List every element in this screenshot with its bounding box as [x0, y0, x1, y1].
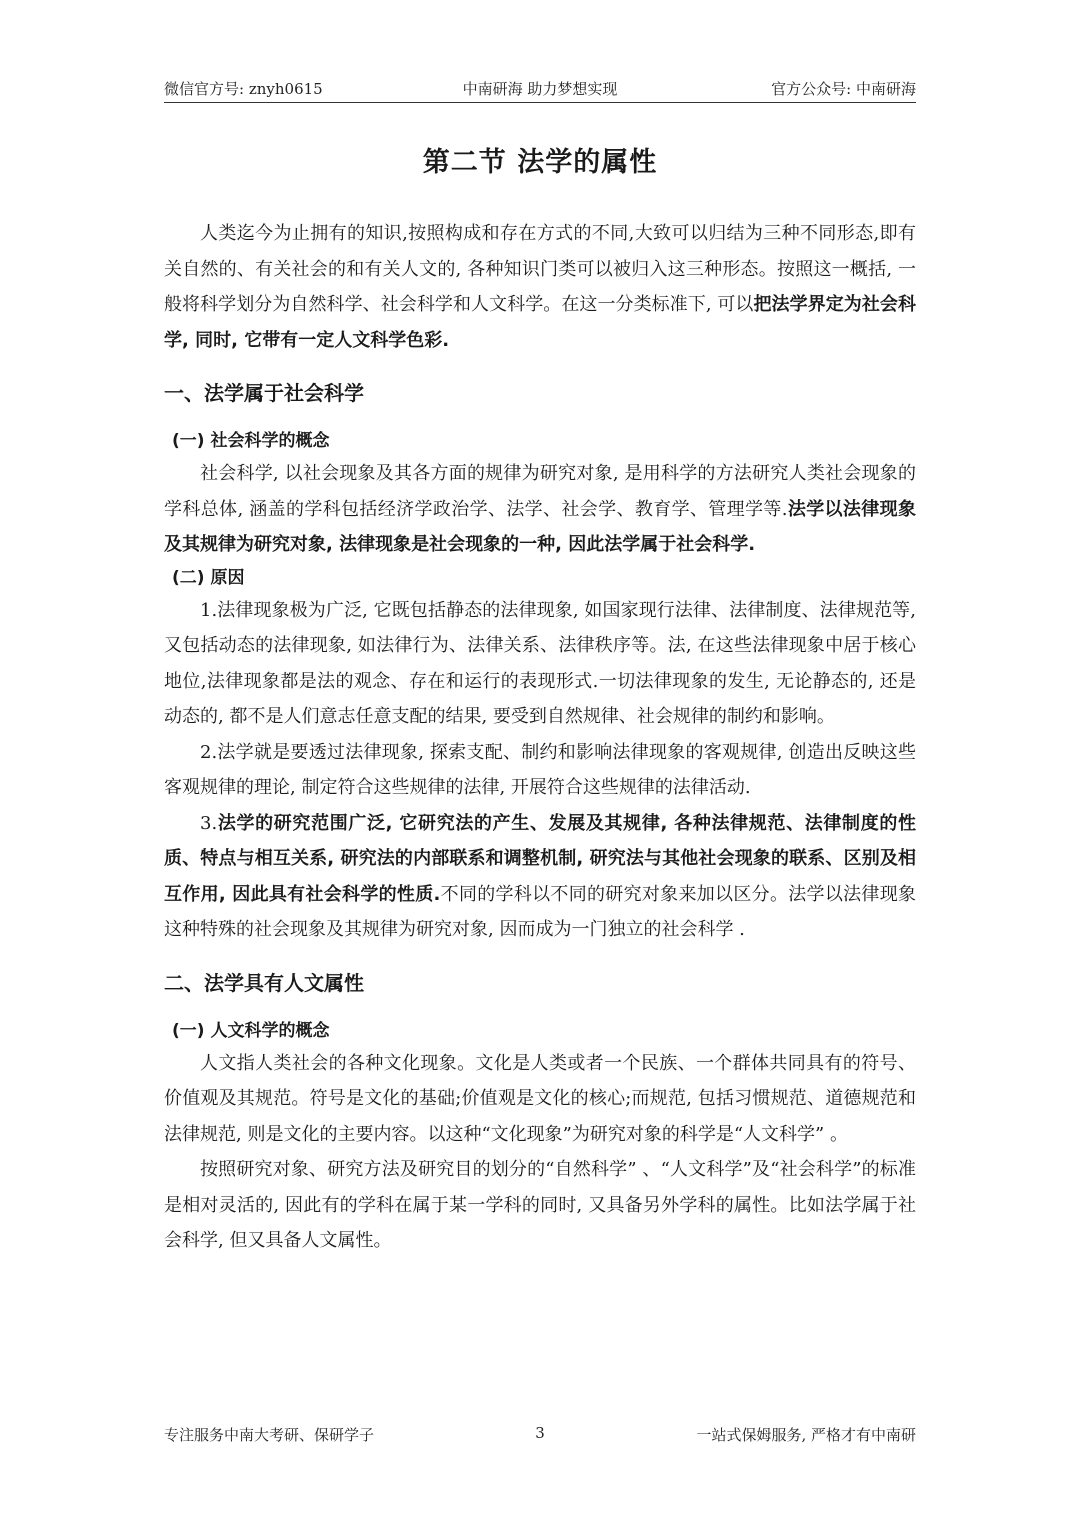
- page-number: 3: [535, 1424, 545, 1442]
- section2-sub1-p2: 按照研究对象、研究方法及研究目的划分的“自然科学” 、“人文科学”及“社会科学”的标准是相对灵活的, 因此有的学科在属于某一学科的同时, 又具备另外学科的属性。比如法学属于社会科学, 但又具备人文属性。: [164, 1159, 916, 1251]
- document-body: [164, 216, 916, 1259]
- section2-heading: 二、法学具有人文属性: [164, 970, 364, 995]
- page-header: [164, 78, 916, 103]
- section1-sub2-p2: 2.法学就是要透过法律现象, 探索支配、制约和影响法律现象的客观规律, 创造出反映这些客观规律的理论, 制定符合这些规律的法律, 开展符合这些规律的法律活动.: [164, 741, 916, 798]
- section1-sub2-p1: 1.法律现象极为广泛, 它既包括静态的法律现象, 如国家现行法律、法律制度、法律规范等, 又包括动态的法律现象, 如法律行为、法律关系、法律秩序等。法, 在这些法律现象中居于核心地位,法律现象都是法的观念、存在和运行的表现形式.一切法律现象的发生, 无论静态的, 还是动态的, 都不是人们意志任意支配的结果, 要受到自然规律、社会规律的制约和影响。: [164, 599, 916, 727]
- section2-sub1-p1: 人文指人类社会的各种文化现象。文化是人类或者一个民族、一个群体共同具有的符号、价值观及其规范。符号是文化的基础;价值观是文化的核心;而规范, 包括习惯规范、道德规范和法律规范, 则是文化的主要内容。以这种“文化现象”为研究对象的科学是“人文科学” 。: [164, 1052, 916, 1145]
- page-title: 第二节 法学的属性: [422, 147, 658, 178]
- section1-heading: 一、法学属于社会科学: [164, 381, 364, 405]
- header-left: 微信官方号: znyh0615: [164, 80, 323, 98]
- section1-sub1-heading: (一) 社会科学的概念: [172, 431, 330, 451]
- p3-number: 3.: [200, 812, 218, 834]
- section1-sub1-bold-text: 法学以法律现象及其规律为研究对象, 法律现象是社会现象的一种, 因此法学属于社会科学.: [164, 498, 917, 555]
- section1-sub2-p3: [164, 806, 916, 948]
- section2-sub1-heading: (一) 人文科学的概念: [172, 1020, 330, 1041]
- section1-sub1-text: 社会科学, 以社会现象及其各方面的规律为研究对象, 是用科学的方法研究人类社会现象的学科总体, 涵盖的学科包括经济学政治学、法学、社会学、教育学、管理学等.: [164, 463, 916, 520]
- header-center: 中南研海 助力梦想实现: [462, 80, 618, 98]
- section1-sub2-heading: (二) 原因: [172, 567, 245, 588]
- page-footer: [164, 1424, 916, 1446]
- header-right: 官方公众号: 中南研海: [771, 80, 916, 98]
- intro-paragraph: [164, 216, 916, 358]
- intro-bold-text: 把法学界定为社会科学, 同时, 它带有一定人文科学色彩.: [164, 294, 916, 351]
- footer-right: 一站式保姆服务, 严格才有中南研: [696, 1426, 916, 1444]
- p3-bold-text: 法学的研究范围广泛, 它研究法的产生、发展及其规律, 各种法律规范、法律制度的性质、特点与相互关系, 研究法的内部联系和调整机制, 研究法与其他社会现象的联系、区别及相互作用, 因此具有社会科学的性质.: [164, 812, 916, 905]
- intro-text: 人类迄今为止拥有的知识,按照构成和存在方式的不同,大致可以归结为三种不同形态,即有关自然的、有关社会的和有关人文的, 各种知识门类可以被归入这三种形态。按照这一概括, 一般将科学划分为自然科学、社会科学和人文科学。在这一分类标准下, 可以: [164, 223, 916, 315]
- p3-text: 不同的学科以不同的研究对象来加以区分。法学以法律现象这种特殊的社会现象及其规律为研究对象, 因而成为一门独立的社会科学 .: [164, 883, 916, 940]
- section1-sub1-paragraph: [164, 456, 916, 563]
- footer-left: 专注服务中南大考研、保研学子: [164, 1426, 375, 1444]
